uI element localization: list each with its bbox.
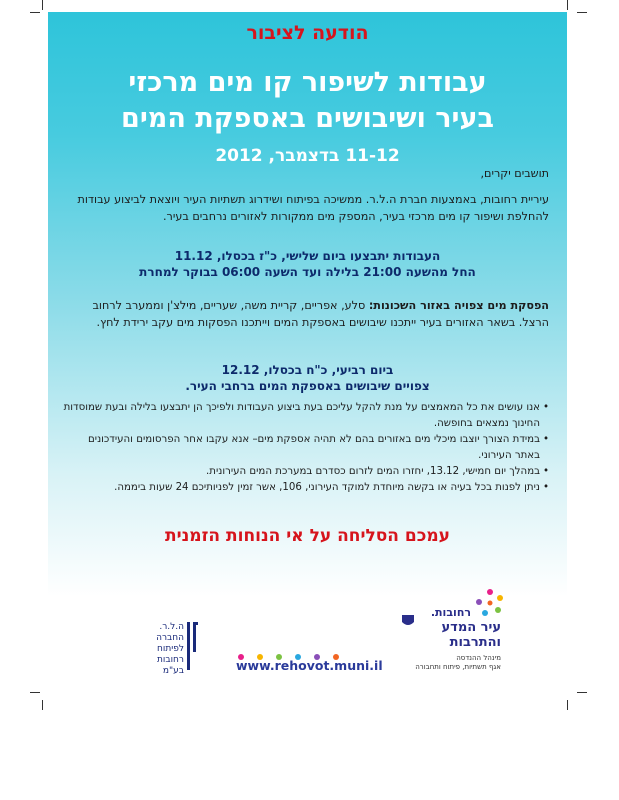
notice-label: הודעה לציבור [246, 22, 369, 44]
rehovot-star-icon [475, 588, 505, 618]
list-item: • ניתן לפנות בכל בעיה או בקשה מיוחדת למוקד העירוני, 106, אשר זמין לפניותיכם 24 שעות ביממה. [62, 480, 549, 496]
list-item: • במהלך יום חמישי, 13.12, יחזרו המים לזרום כסדרם במערכת המים העירונית. [62, 464, 549, 480]
crop-mark [567, 0, 568, 10]
list-item: • אנו עושים את כל המאמצים על מנת להקל עליכם בעת ביצוע העבודות ולפיכך הן יתבצעו בלילה ובעת שמוסדות החינוך נמצאים בחופשה. [62, 400, 549, 432]
headline-line-1: עבודות לשיפור קו מים מרכזי [128, 67, 487, 98]
hlr-logo-line: ה.ל.ר. [159, 622, 184, 632]
crop-mark [577, 692, 587, 693]
crop-mark [42, 0, 43, 10]
hlr-logo-text [138, 622, 184, 677]
crop-mark [30, 12, 40, 13]
schedule-tuesday [58, 248, 557, 280]
rehovot-dept [391, 654, 501, 672]
crop-mark [42, 700, 43, 710]
rehovot-slogan-line: והתרבות [449, 635, 501, 650]
greeting: תושבים יקרים, [480, 167, 549, 180]
intro-paragraph: עיריית רחובות, באמצעות חברת ה.ל.ר. ממשיכה בפיתוח ושידרוג תשתיות העיר ויוצאת לביצוע עבודות להחלפת ושיפור קו מים מרכזי בעיר, המספק מים ממקורות לאזורים נרחבים בעיר. [77, 193, 549, 223]
hlr-logo-line: רחובות בע"מ [157, 655, 184, 676]
rehovot-dept-line: מינהל ההנדסה [456, 654, 501, 662]
crop-mark [30, 692, 40, 693]
schedule-tuesday-line-2: החל מהשעה 21:00 בלילה ועד השעה 06:00 בבוקר למחרת [139, 265, 476, 279]
info-bullets [62, 400, 549, 496]
schedule-wednesday [58, 362, 557, 394]
schedule-tuesday-line-1: העבודות יתבצעו ביום שלישי, כ"ז בכסלו, 11.12 [174, 249, 441, 263]
rehovot-city-name: רחובות. [430, 606, 471, 619]
affected-areas-label: הפסקת מים צפויה באזור השכונות: [368, 299, 549, 312]
hlr-logo-line: החברה [156, 633, 184, 643]
hlr-mark-icon [186, 622, 198, 670]
list-item: • במידת הצורך יוצבו מיכלי מים באזורים בהם לא תהיה אספקת מים– אנא עקבו אחר הפרסומים והעידכונים באתר העירוני. [62, 432, 549, 464]
notice-poster [48, 12, 567, 692]
hlr-logo-line: לפיתוח [157, 644, 184, 654]
apology-line: עמכם הסליחה על אי הנוחות הזמנית [164, 526, 450, 546]
hlr-logo [138, 622, 198, 680]
affected-areas [62, 298, 549, 331]
crop-mark [577, 12, 587, 13]
crop-mark [567, 700, 568, 710]
rehovot-slogan-line: עיר המדע [441, 620, 501, 635]
affected-areas-text: סלע, אפריים, קריית משה, שעריים, מילצ'ן וממערב לרחוב הרצל. בשאר האזורים בעיר ייתכנו שיבושים באספקת המים וייתכנו הפסקות מים עקב ירידת לחץ. [92, 299, 549, 329]
rehovot-logo [401, 592, 501, 692]
rehovot-slogan [401, 620, 501, 650]
schedule-wednesday-line-1: ביום רביעי, כ"ח בכסלו, 12.12 [221, 363, 394, 377]
headline-line-2: בעיר ושיבושים באספקת המים [121, 103, 494, 134]
schedule-wednesday-line-2: צפויים שיבושים באספקת המים ברחבי העיר. [185, 379, 430, 393]
rehovot-dept-line: אגף תשתיות, פיתוח ותחבורה [415, 663, 501, 671]
website-link[interactable]: www.rehovot.muni.il [236, 658, 383, 673]
date-line: 11-12 בדצמבר, 2012 [215, 146, 400, 166]
